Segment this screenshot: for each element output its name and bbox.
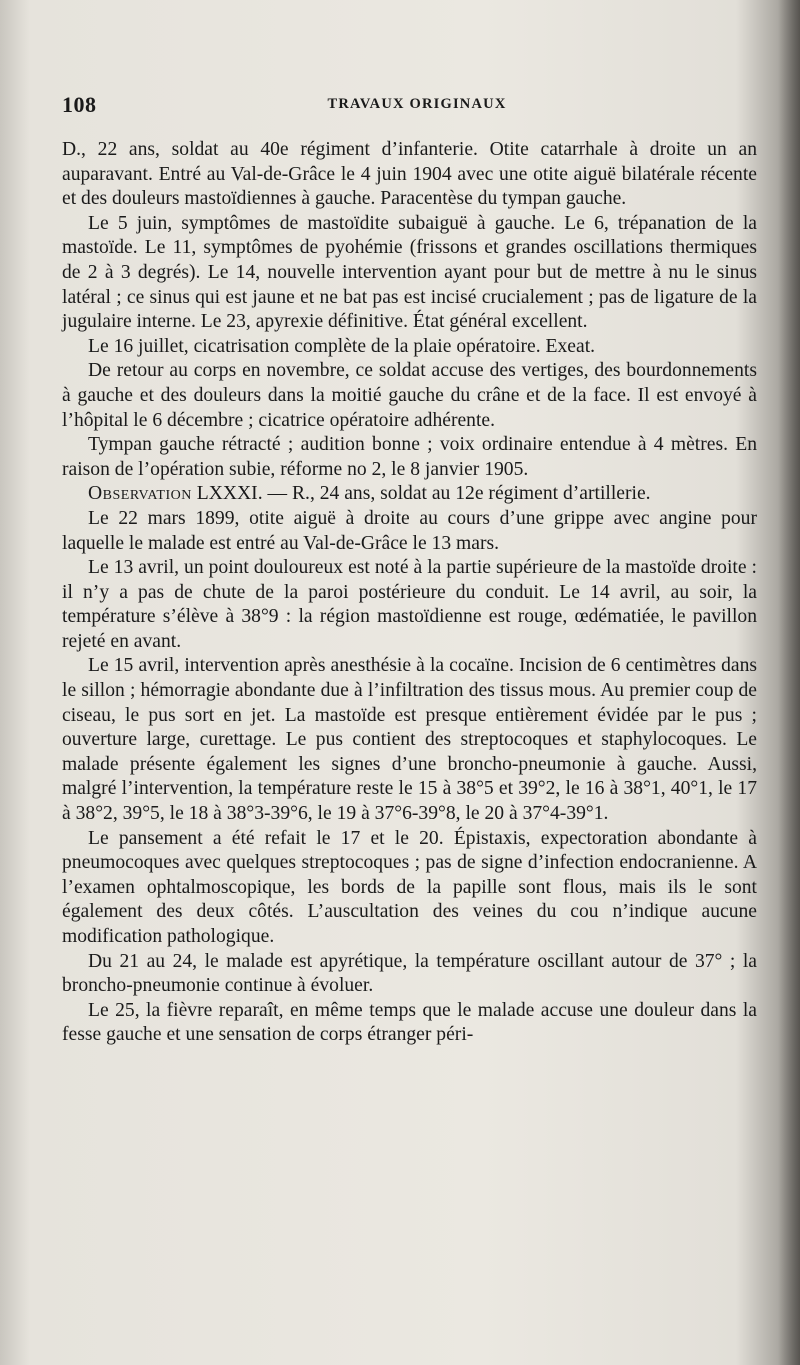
body-text bbox=[62, 138, 757, 1048]
paragraph: Le 22 mars 1899, otite aiguë à droite au cours d’une grippe avec angine pour laquelle le malade est entré au Val-de-Grâce le 13 mars. bbox=[62, 507, 757, 554]
binding-shadow bbox=[778, 0, 800, 1365]
page-number: 108 bbox=[62, 92, 97, 117]
paragraph: Le 13 avril, un point douloureux est noté à la partie supérieure de la mastoïde droite : il n’y a pas de chute de la paroi postérieure du conduit. Le 14 avril, au soir, la température s’élève à 38°9 : la région mastoïdienne est rouge, œdématiée, le pavillon rejeté en avant. bbox=[62, 557, 757, 652]
observation-label: Observation bbox=[88, 483, 192, 505]
running-title: TRAVAUX ORIGINAUX bbox=[327, 96, 507, 112]
paragraph: Le 15 avril, intervention après anesthésie à la cocaïne. Incision de 6 centimètres dans le sillon ; hémorragie abondante due à l’infiltration des tissus mous. Au premier coup de ciseau, le pus sort en jet. La mastoïde est presque entièrement évidée par le pus ; ouverture large, curettage. Le pus contient des streptocoques et staphylocoques. Le malade présente également les signes d’une broncho-pneumonie à gauche. Aussi, malgré l’intervention, la température reste le 15 à 38°5 et 39°2, le 16 à 38°1, 40°1, le 17 à 38°2, 39°5, le 18 à 38°3-39°6, le 19 à 37°6-39°8, le 20 à 37°4-39°1. bbox=[62, 655, 757, 825]
observation-heading bbox=[62, 482, 757, 507]
paragraph: D., 22 ans, soldat au 40e régiment d’infanterie. Otite catarrhale à droite un an auparavant. Entré au Val-de-Grâce le 4 juin 1904 avec une otite aiguë bilatérale récente et des douleurs mastoïdiennes à gauche. Paracentèse du tympan gauche. bbox=[62, 139, 757, 210]
paragraph: Du 21 au 24, le malade est apyrétique, la température oscillant autour de 37° ; la broncho-pneumonie continue à évoluer. bbox=[62, 950, 757, 997]
observation-text: LXXXI. — R., 24 ans, soldat au 12e régiment d’artillerie. bbox=[196, 483, 651, 505]
paragraph: De retour au corps en novembre, ce soldat accuse des vertiges, des bourdonnements à gauche et des douleurs dans la moitié gauche du crâne et de la face. Il est envoyé à l’hôpital le 6 décembre ; cicatrice opératoire adhérente. bbox=[62, 360, 757, 431]
paragraph: Le pansement a été refait le 17 et le 20. Épistaxis, expectoration abondante à pneumocoques avec quelques streptocoques ; pas de signe d’infection endocranienne. A l’examen ophtalmoscopique, les bords de la papille sont flous, mais ils le sont également des deux côtés. L’auscultation des veines du cou n’indique aucune modification pathologique. bbox=[62, 827, 757, 947]
paragraph: Le 25, la fièvre reparaît, en même temps que le malade accuse une douleur dans la fesse gauche et une sensation de corps étranger péri- bbox=[62, 999, 757, 1046]
paragraph: Le 5 juin, symptômes de mastoïdite subaiguë à gauche. Le 6, trépanation de la mastoïde. Le 11, symptômes de pyohémie (frissons et grandes oscillations thermiques de 2 à 3 degrés). Le 14, nouvelle intervention ayant pour but de mettre à nu le sinus latéral ; ce sinus qui est jaune et ne bat pas est incisé crucialement ; pas de ligature de la jugulaire interne. Le 23, apyrexie définitive. État général excellent. bbox=[62, 212, 757, 333]
paragraph: Le 16 juillet, cicatrisation complète de la plaie opératoire. Exeat. bbox=[88, 335, 596, 357]
paragraph: Tympan gauche rétracté ; audition bonne ; voix ordinaire entendue à 4 mètres. En raison de l’opération subie, réforme no 2, le 8 janvier 1905. bbox=[62, 434, 757, 480]
page-header bbox=[62, 92, 752, 122]
